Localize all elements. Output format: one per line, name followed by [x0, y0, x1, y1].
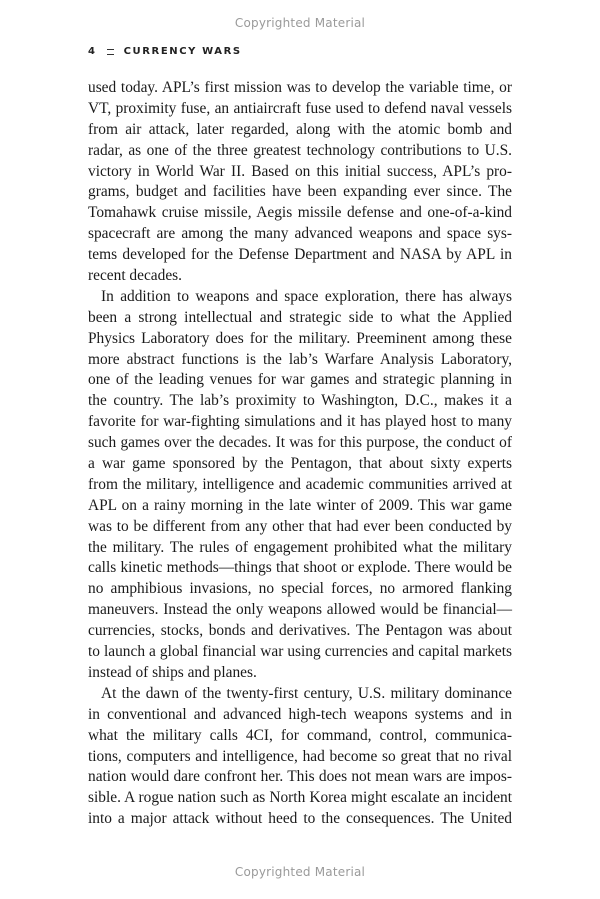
text-line: favorite for war-fighting simulations and it has played host to many	[88, 413, 512, 431]
paragraph	[88, 684, 512, 830]
text-line: calls kinetic methods—things that shoot or explode. There would be	[88, 559, 512, 577]
text-line: radar, as one of the three greatest technology contributions to U.S.	[88, 141, 512, 159]
text-line: was to be different from any other that had ever been conducted by	[88, 517, 512, 535]
text-line: instead of ships and planes.	[88, 663, 257, 681]
text-line: used today. APL’s first mission was to develop the variable time, or	[88, 79, 512, 96]
page-number: 4	[88, 46, 97, 57]
text-line: from the military, intelligence and academic communities arrived at	[88, 475, 512, 493]
text-line: in conventional and advanced high-tech weapons systems and in	[88, 705, 512, 723]
text-line: more abstract functions is the lab’s Warfare Analysis Laboratory,	[88, 350, 512, 368]
text-line: victory in World War II. Based on this initial success, APL’s pro-	[88, 162, 512, 180]
text-line: Physics Laboratory does for the military. Preeminent among these	[88, 329, 512, 347]
book-title: CURRENCY WARS	[123, 46, 242, 57]
body-text	[88, 78, 512, 830]
text-line: In addition to weapons and space exploration, there has always	[101, 287, 512, 305]
text-line: At the dawn of the twenty-first century, U.S. military dominance	[101, 684, 512, 702]
text-line: a war game sponsored by the Pentagon, that about sixty experts	[88, 455, 512, 473]
text-line: from air attack, later regarded, along with the atomic bomb and	[88, 120, 512, 138]
text-line: spacecraft are among the many advanced weapons and space sys-	[88, 225, 512, 243]
text-line: no amphibious invasions, no special forces, no armored flanking	[88, 580, 512, 598]
text-line: one of the leading venues for war games and strategic planning in	[88, 371, 512, 389]
text-line: the military. The rules of engagement prohibited what the military	[88, 538, 512, 556]
text-line: APL on a rainy morning in the late winter of 2009. This war game	[88, 496, 512, 514]
copyright-watermark-top: Copyrighted Material	[234, 16, 366, 30]
text-line: into a major attack without heed to the consequences. The United	[88, 810, 512, 828]
text-line: currencies, stocks, bonds and derivatives. The Pentagon was about	[88, 622, 512, 640]
text-line: VT, proximity fuse, an antiaircraft fuse used to defend naval vessels	[88, 99, 512, 117]
text-line: grams, budget and facilities have been expanding ever since. The	[88, 183, 512, 201]
text-line: the country. The lab’s proximity to Washington, D.C., makes it a	[88, 392, 512, 410]
text-line: what the military calls 4CI, for command, control, communica-	[88, 726, 512, 744]
text-line: sible. A rogue nation such as North Korea might escalate an incident	[88, 789, 512, 807]
text-line: to launch a global financial war using currencies and capital markets	[88, 643, 512, 661]
text-line: nation would dare confront her. This does not mean wars are impos-	[88, 768, 512, 786]
copyright-watermark-bottom: Copyrighted Material	[234, 865, 366, 879]
text-line: such games over the decades. It was for this purpose, the conduct of	[88, 434, 512, 452]
running-head	[88, 46, 242, 57]
paragraph	[88, 78, 512, 287]
text-line: recent decades.	[88, 267, 182, 285]
text-line: been a strong intellectual and strategic side to what the Applied	[88, 308, 512, 326]
paragraph	[88, 287, 512, 684]
separator-icon	[107, 49, 114, 55]
text-line: tems developed for the Defense Department and NASA by APL in	[88, 246, 512, 264]
text-line: tions, computers and intelligence, had become so great that no rival	[88, 747, 512, 765]
text-line: Tomahawk cruise missile, Aegis missile defense and one-of-a-kind	[88, 204, 512, 222]
text-line: maneuvers. Instead the only weapons allowed would be financial—	[88, 601, 512, 619]
